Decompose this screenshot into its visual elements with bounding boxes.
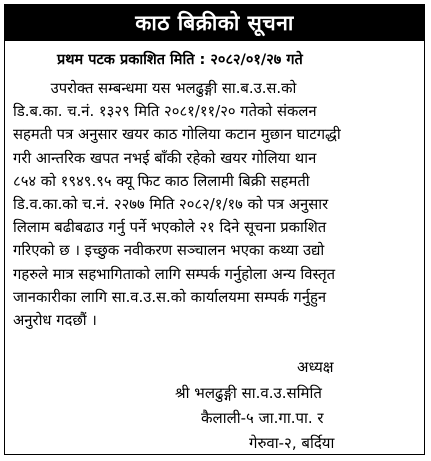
signatory-address-line-2: गेरुवा-२, बर्दिया — [249, 434, 335, 452]
body-line: डि.ब.का. च.नं. १३२९ मिति २०८१/११/२० गतेको संकलन — [13, 103, 317, 121]
body-line: गरिएको छ । इच्छुक नवीकरण सञ्चालन भएका कथ्या उद्यो — [13, 242, 325, 260]
publication-date-line: प्रथम पटक प्रकाशित मिति : २०८२/०१/२७ गते — [57, 52, 303, 68]
body-line: उपरोक्त सम्बन्धमा यस भलढुङ्गी सा.ब.उ.स.को — [13, 80, 297, 97]
body-line: जानकारीका लागि सा.व.उ.स.को कार्यालयमा सम्पर्क गर्नुहुन — [13, 288, 327, 306]
signatory-organization: श्री भलढुङ्गी सा.व.उ.समिति — [175, 384, 322, 402]
body-line: सहमती पत्र अनुसार खयर काठ गोलिया कटान मुछान घाटगद्धी — [13, 126, 341, 144]
signatory-address-line-1: कैलाली-५ जा.गा.पा. र — [201, 409, 324, 427]
body-line: डि.व.का.को च.नं. २२७७ मिति २०८२/१/१७ को पत्र अनुसार — [13, 195, 329, 213]
notice-title: काठ बिक्रीको सूचना — [5, 5, 424, 41]
signatory-role: अध्यक्ष — [297, 358, 334, 376]
body-line: लिलाम बढीबढाउ गर्नु पर्ने भएकोले २१ दिने सूचना प्रकाशित — [13, 219, 327, 237]
body-line: गरी आन्तरिक खपत नभई बाँकी रहेको खयर गोलिया थान — [13, 149, 317, 167]
notice-box — [4, 4, 425, 455]
body-line: ८५४ को १९४९.९५ क्यू फिट काठ लिलामी बिक्री सहमती — [13, 172, 310, 190]
notice-body — [13, 77, 415, 332]
body-line: अनुरोध गदछौं । — [13, 311, 97, 329]
body-line: गहरुले मात्र सहभागिताको लागि सम्पर्क गर्नुहोला अन्य विस्तृत — [13, 265, 336, 283]
